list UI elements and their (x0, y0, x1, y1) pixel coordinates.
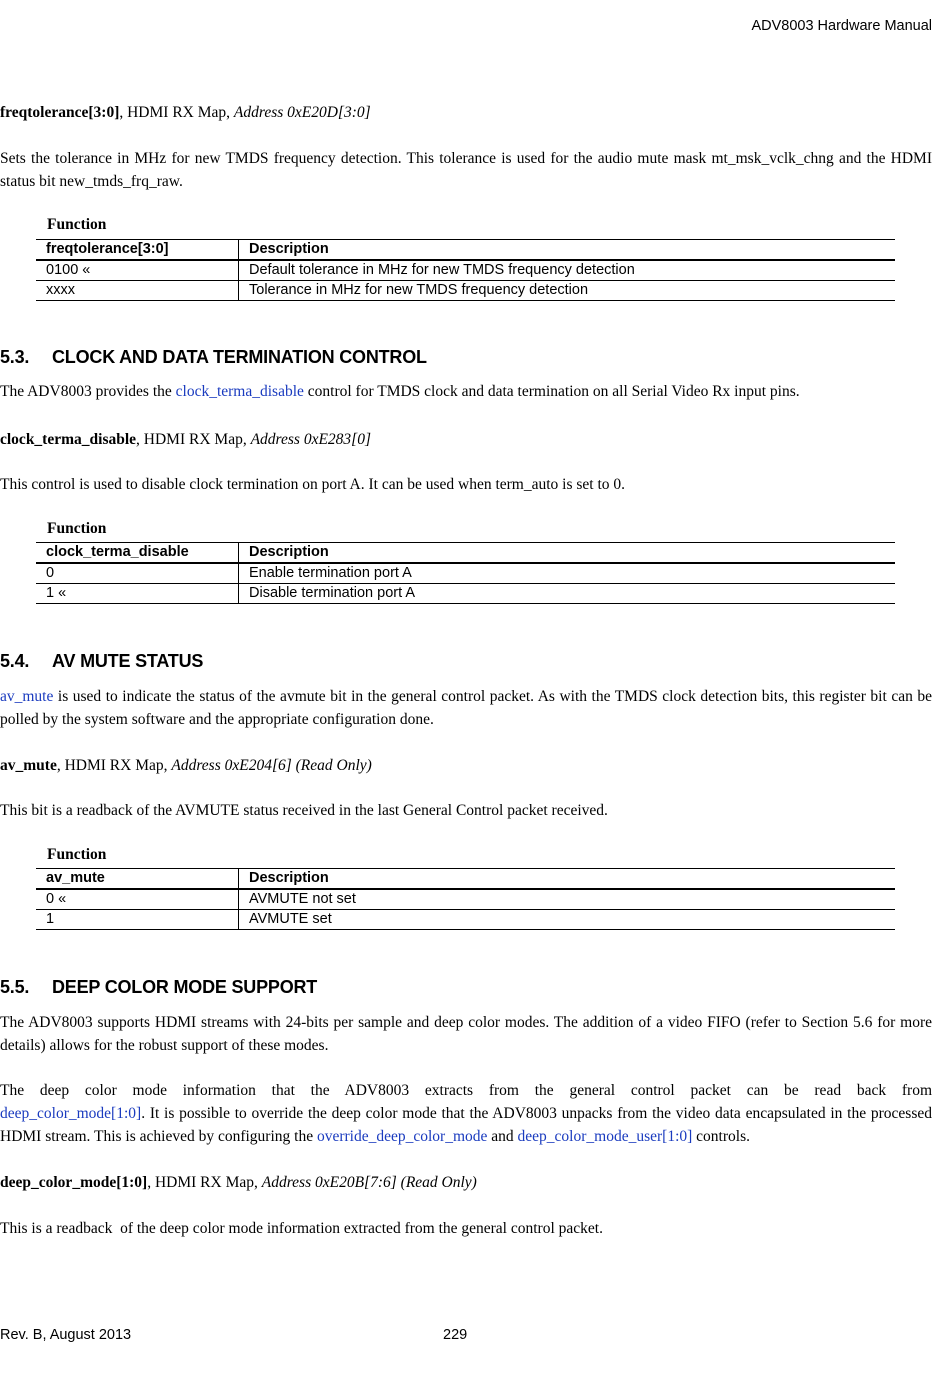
section-number: 5.3. (0, 347, 30, 367)
register-name: av_mute (0, 757, 57, 774)
section-number: 5.4. (0, 651, 30, 671)
intro-text: The ADV8003 provides the (0, 383, 176, 400)
register-line-freqtolerance (0, 101, 932, 124)
register-link[interactable]: deep_color_mode_user[1:0] (517, 1128, 693, 1145)
table-cell: 1 « (36, 584, 239, 604)
register-address: Address 0xE20D[3:0] (233, 104, 371, 121)
table-row (36, 910, 895, 930)
section-paragraph (0, 1102, 932, 1148)
section-title: CLOCK AND DATA TERMINATION CONTROL (52, 347, 427, 367)
table-cell: AVMUTE set (239, 910, 896, 930)
paragraph-text: controls. (692, 1128, 750, 1145)
register-line-deep-color-mode (0, 1171, 932, 1194)
table-cell: 0100 « (36, 260, 239, 281)
section-heading-5-4 (0, 651, 203, 672)
intro-text: is used to indicate the status of the avmute bit in the general control packet. As with the TMDS clock detection bits, this register bit can be polled by the system software and the appropriate configuration done. (0, 688, 932, 728)
function-label: Function (47, 520, 107, 537)
table-cell: Disable termination port A (239, 584, 896, 604)
section-number: 5.5. (0, 977, 30, 997)
section-intro (0, 685, 932, 731)
table-header-cell: av_mute (36, 869, 239, 890)
function-table-freqtolerance (36, 239, 895, 301)
register-name: freqtolerance[3:0] (0, 104, 120, 121)
section-paragraph: The ADV8003 supports HDMI streams with 24-bits per sample and deep color modes. The addition of a video FIFO (refer to Section 5.6 for more details) allows for the robust support of these modes. (0, 1014, 932, 1054)
register-map: , HDMI RX Map, (136, 431, 251, 448)
table-header-cell: Description (239, 240, 896, 261)
function-label: Function (47, 216, 107, 233)
section-heading-5-3 (0, 347, 427, 368)
table-header-cell: Description (239, 869, 896, 890)
page-number: 229 (443, 1327, 468, 1343)
section-intro (0, 380, 932, 403)
table-cell: 0 « (36, 889, 239, 910)
table-header-row (36, 869, 895, 890)
register-address: Address 0xE204[6] (Read Only) (171, 757, 372, 774)
register-description: This is a readback of the deep color mode information extracted from the general control packet. (0, 1220, 603, 1237)
register-description: Sets the tolerance in MHz for new TMDS frequency detection. This tolerance is used for the audio mute mask mt_msk_vclk_chng and the HDMI status bit new_tmds_frq_raw. (0, 150, 932, 190)
table-cell: 1 (36, 910, 239, 930)
register-description: This control is used to disable clock termination on port A. It can be used when term_auto is set to 0. (0, 476, 626, 493)
table-header-row (36, 543, 895, 564)
register-address: Address 0xE283[0] (250, 431, 371, 448)
register-map: , HDMI RX Map, (119, 104, 234, 121)
table-cell: Enable termination port A (239, 563, 896, 584)
function-table-av-mute (36, 868, 895, 930)
register-link[interactable]: override_deep_color_mode (316, 1128, 488, 1145)
register-line-clock-terma-disable (0, 428, 932, 451)
register-name: deep_color_mode[1:0] (0, 1174, 148, 1191)
table-cell: Tolerance in MHz for new TMDS frequency detection (239, 281, 896, 301)
footer-revision: Rev. B, August 2013 (0, 1327, 132, 1343)
register-name: clock_terma_disable (0, 431, 137, 448)
section-paragraph-line: The deep color mode information that the ADV8003 extracts from the general control packet can be read back from (0, 1082, 932, 1099)
register-map: , HDMI RX Map, (147, 1174, 262, 1191)
intro-text: control for TMDS clock and data termination on all Serial Video Rx input pins. (303, 383, 800, 400)
table-cell: AVMUTE not set (239, 889, 896, 910)
table-cell: 0 (36, 563, 239, 584)
table-row (36, 563, 895, 584)
table-row (36, 889, 895, 910)
section-title: AV MUTE STATUS (52, 651, 204, 671)
register-description: This bit is a readback of the AVMUTE status received in the last General Control packet received. (0, 802, 608, 819)
paragraph-text: and (487, 1128, 518, 1145)
register-link[interactable]: av_mute (0, 688, 54, 705)
table-cell: Default tolerance in MHz for new TMDS frequency detection (239, 260, 896, 281)
register-line-av-mute (0, 754, 932, 777)
table-header-row (36, 240, 895, 261)
register-link[interactable]: clock_terma_disable (175, 383, 304, 400)
register-map: , HDMI RX Map, (56, 757, 172, 774)
register-address: Address 0xE20B[7:6] (Read Only) (261, 1174, 477, 1191)
table-header-cell: freqtolerance[3:0] (36, 240, 239, 261)
table-row (36, 260, 895, 281)
paragraph-text: . It is possible to override the deep color mode that the ADV8003 unpacks from the video data encapsulated in the processed HDMI stream. This is achieved by configuring the (0, 1105, 932, 1145)
table-row (36, 281, 895, 301)
table-header-cell: Description (239, 543, 896, 564)
running-header: ADV8003 Hardware Manual (751, 18, 932, 34)
section-title: DEEP COLOR MODE SUPPORT (52, 977, 318, 997)
function-table-clock-terma-disable (36, 542, 895, 604)
section-heading-5-5 (0, 977, 317, 998)
function-label: Function (47, 846, 107, 863)
table-row (36, 584, 895, 604)
table-cell: xxxx (36, 281, 239, 301)
register-link[interactable]: deep_color_mode[1:0] (0, 1105, 142, 1122)
table-header-cell: clock_terma_disable (36, 543, 239, 564)
